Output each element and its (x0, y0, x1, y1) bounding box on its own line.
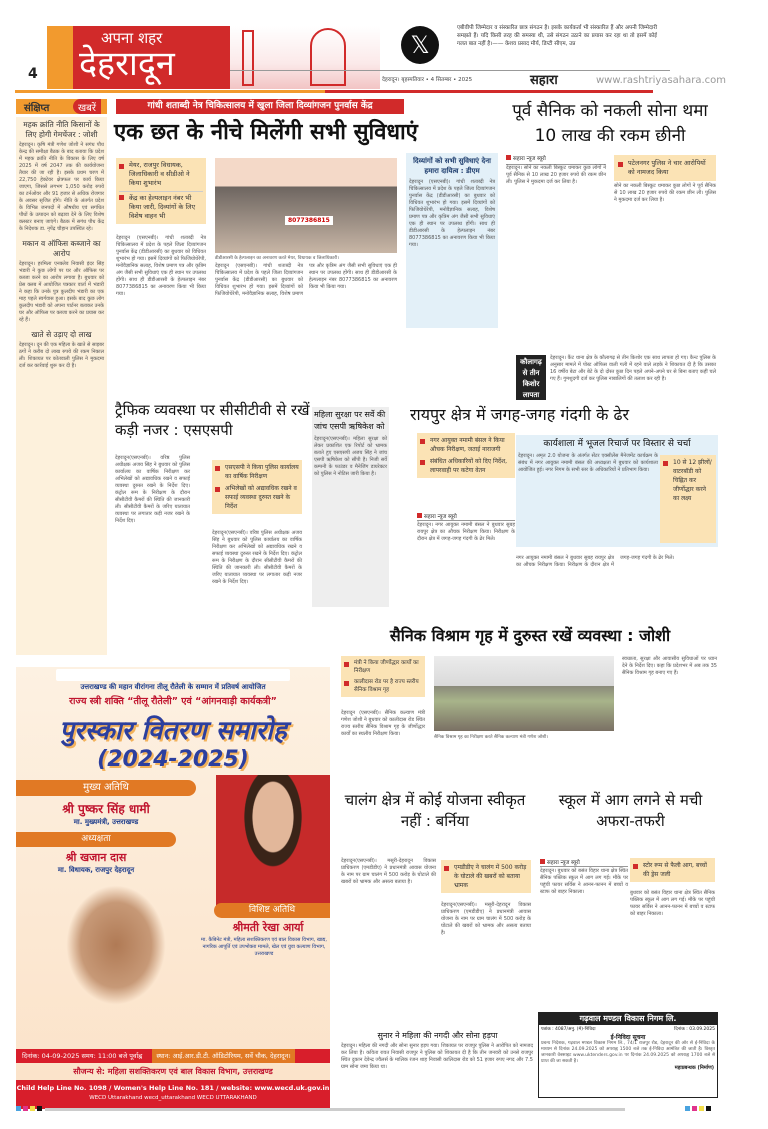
tender-sign: महाप्रबन्धक (निर्माण) (674, 1065, 714, 1071)
traffic-headline: ट्रैफिक व्यवस्था पर सीसीटीवी से रखें कड़ी नजर : एसएसपी (115, 401, 310, 439)
workshop-body-more: नगर आयुक्त नमामी बंसल ने बुधवार सुबह रायपुर क्षेत्र का औचक निरीक्षण किया। निरीक्षण के दौरान क्षेत्र में जगह-जगह गंदगी के ढेर मिले। (516, 555, 675, 568)
masthead-bottom-rule (15, 90, 325, 93)
dateline: देहरादून। बृहस्पतिवार • 4 सितम्बर • 2025 (382, 77, 473, 83)
women-safety-body: देहरादून(एसएनबी)। महिला सुरक्षा को लेकर प्रकाशित एक रिपोर्ट को भ्रामक बताते हुए एसएसपी अजय सिंह ने जांच एसपी ऋषिकेश को सौंपी है। निजी सर्वे कम्पनी के फाउंडर व मैनेजिंग डायरेक्टर को पुलिस ने नोटिस जारी किया है। (314, 436, 387, 477)
tender-title: ई-निविदा सूचना (610, 1034, 646, 1041)
award-advert (16, 667, 330, 1109)
sainik-photo (434, 656, 614, 731)
brief-item (19, 239, 104, 324)
briefs-header-b: खबरें (73, 99, 101, 114)
ad-helpline-bar (16, 1080, 330, 1109)
paper-logo: सहारा (530, 73, 558, 88)
briefs-header-a: संक्षिप्त (24, 103, 50, 114)
ad-title: पुरस्कार वितरण समारोह (59, 716, 287, 746)
fake-gold-body-2: सोने का नकली बिस्कुट थमाकर कुछ लोगों ने पूर्व सैनिक से 10 लाख 20 हजार रुपये की रकम छीन ली। पुलिस ने मुकदमा दर्ज कर लिया है। (614, 183, 716, 203)
briefs-column (16, 117, 107, 655)
lead-photo-caption: डीडीआरसी के हेल्पलाइन का अनावरण करते मेयर, विधायक व जिलाधिकारी। (215, 256, 339, 261)
sainik-bullet: कालीदास रोड पर है राज्य स्तरीय सैनिक विश्राम गृह (344, 678, 422, 694)
masthead-orange-strip (47, 26, 73, 89)
lead-kicker: गांधी शताब्दी नेत्र चिकित्सालय में खुला जिला दिव्यांगजन पुनर्वास केंद्र (116, 99, 404, 114)
fake-gold-body: देहरादून। सोने का नकली बिस्कुट थमाकर कुछ लोगों ने पूर्व सैनिक से 10 लाख 20 हजार रुपये की रकम छीन ली। पुलिस ने मुकदमा दर्ज कर लिया है। (506, 165, 607, 185)
lead-body-cols: देहरादून (एसएनबी)। गांधी शताब्दी नेत्र चिकित्सालय में प्रदेश के पहले जिला दिव्यांगजन पुनर्वास केंद्र (डीडीआरसी) का बुधवार को विधिवत शुभारंभ हो गया। इसमें दिव्यांगों को फिजियोथेरेपी, मनोवैज्ञानिक सलाह, विशेष प्रमाण पत्र और कृत्रिम अंग जैसी सभी सुविधाएं एक ही स्थान पर उपलब्ध होंगी। साथ ही डीडीआरसी के हेल्पलाइन नंबर 8077386815 का अनावरण किया भी किया गया। (215, 263, 397, 297)
sainik-bullets (341, 656, 425, 697)
workshop-body: देहरादून। अमृत 2.0 योजना के अंतर्गत सेंटर एक्सीलेंस मैनेजमेंट कार्यक्रम के संबंध में नगर आयुक्त नमामी बंसल की अध्यक्षता में बुधवार को कार्यशाला आयोजित हुई। नगर निगम के सभी स्तर के अधिकारियों ने प्रतिभाग किया। (518, 453, 658, 473)
theft-body: देहरादून। महिला की नगदी और सोना सुनार हड़प गया। शिकायत पर राजपुर पुलिस ने आरोपित को नामजद कर लिया है। कविता रावत निवासी राजपुर ने पुलिस को शिकायत दी है कि तीन जनवरी को उनसे राजपुर स्थित दुकान देवेन्द्र ज्वैलर्स के मालिक रंजन शाह निवासी कालिदास रोड को 51 हजार रुपए नगद और 7.5 ग्राम सोना जमा किया था। (341, 1043, 533, 1070)
school-headline: स्कूल में आग लगने से मची अफरा-तफरी (558, 791, 703, 830)
masthead-bottom-rule-red (325, 90, 653, 93)
brief-title: खाते से उड़ाए दो लाख (31, 330, 92, 339)
masthead-logo (73, 26, 230, 89)
tender-date: दिनांक : 03.09.2025 (674, 1027, 715, 1032)
chalang-callout-text: एमडीडीए ने चालंग में 500 करोड़ के घोटाले की खबरों को बताया भ्रामक (444, 863, 528, 890)
missing-label: कौलागढ़ से तीन किशोर लापता (516, 355, 546, 400)
masthead-rule (230, 70, 670, 71)
school-callout-text: स्टोर रूम से फैली आग, बच्चों की ड्रेस जली (633, 861, 712, 879)
missing-body: देहरादून। कैंट थाना क्षेत्र के कौलागढ़ से तीन किशोर एक साथ लापता हो गए। कैन्ट पुलिस के अनुसार मामले में पोस्ट ऑफिस वाली गली में रहने वाले लड़के ने शिकायत दी है कि उसका 16 वर्षीय बेटा और बेटे के दो दोस्त कुछ दिन पहले अपने-अपने घर से बिना बताए कहीं चले गए हैं। गुमशुदगी दर्ज कर पुलिस नाबालिगों की तलाश कर रही है। (550, 355, 716, 382)
chalang-body-2: देहरादून(एसएनबी)। मसूरी-देहरादून विकास प्राधिकरण (एमडीडीए) ने प्रधानमंत्री आवास योजना के नाम पर ग्राम चालंग में 500 करोड़ के घोटाले की खबरों को भ्रामक और असत्य बताया है। (441, 902, 531, 936)
school-byline: सहारा न्यूज ब्यूरो (540, 858, 628, 867)
school-body-2: बुधवार को बसंत विहार थाना क्षेत्र स्थित सैनिक पब्लिक स्कूल में आग लग गई। मौके पर पहुंची फायर सर्विस ने आनन-फानन में बच्चों व स्टाफ को बाहर निकाला। (630, 890, 715, 917)
fake-gold-callout-text: पटेलनगर पुलिस ने चार आरोपियों को नामजद किया (618, 159, 712, 177)
masthead-city: देहरादून (79, 44, 175, 84)
ad-subtitle: राज्य स्त्री शक्ति “तीलू रौतेली” एवं “आंगनवाड़ी कार्यकत्री” (69, 696, 277, 707)
raipur-body: देहरादून। नगर आयुक्त नमामी बंसल ने बुधवार सुबह रायपुर क्षेत्र का औचक निरीक्षण किया। निरीक्षण के दौरान क्षेत्र में जगह-जगह गंदगी के ढेर मिले। (417, 522, 515, 542)
chief-guest-role: मा. मुख्यमंत्री, उत्तराखण्ड (73, 818, 139, 826)
ad-courtesy: सौजन्य से: महिला सशक्तिकरण एवं बाल विकास विभाग, उत्तराखण्ड (73, 1067, 273, 1076)
registration-marks (16, 1106, 42, 1111)
raipur-bullet: नगर आयुक्त नमामी बंसल ने किया औचक निरीक्षण, जताई नाराजगी (420, 436, 512, 454)
tender-org: गढ़वाल मण्डल विकास निगम लि. (539, 1013, 717, 1025)
brief-title: मकान व ऑफिस कब्जाने का आरोप (22, 239, 101, 258)
lead-sidebar-body: देहरादून (एसएनबी)। गांधी शताब्दी नेत्र चिकित्सालय में प्रदेश के पहले जिला दिव्यांगजन पुनर्वास केंद्र (डीडीआरसी) का बुधवार को विधिवत शुभारंभ हो गया। इसमें दिव्यांगों को फिजियोथेरेपी, मनोवैज्ञानिक सलाह, विशेष प्रमाण पत्र और कृत्रिम अंग जैसी सभी सुविधाएं एक ही स्थान पर उपलब्ध होंगी। साथ ही डीडीआरसी के हेल्पलाइन नंबर 8077386815 का अनावरण किया भी किया गया। (409, 179, 495, 248)
raipur-headline: रायपुर क्षेत्र में जगह-जगह गंदगी के ढेर (410, 405, 630, 424)
traffic-bullets (212, 460, 302, 514)
website-link[interactable]: www.rashtriyasahara.com (596, 75, 727, 86)
special-guest-label: विशिष्ट अतिथि (214, 903, 330, 918)
special-guest-name: श्रीमती रेखा आर्या (232, 921, 304, 934)
sainik-headline: सैनिक विश्राम गृह में दुरुस्त रखें व्यवस्था : जोशी (389, 626, 671, 645)
masthead-tagline: अपना शहर (101, 29, 163, 47)
tender-ref: पत्रांक : 4087/अनु. (मे)-निविदा (541, 1027, 596, 1032)
fake-gold-headline: पूर्व सैनिक को नकली सोना थमा 10 लाख की रकम छीनी (512, 101, 708, 146)
traffic-bullet: अभिलेखों को अद्यावधिक रखने व सफाई व्यवस्था दुरुस्त रखने के निर्देश (215, 484, 299, 511)
lead-sidebar (406, 153, 498, 328)
brief-body: देहरादून। हरमिला एनक्लेव निवासी इंदर सिंह भंडारी ने कुछ लोगों पर घर और ऑफिस पर कब्जा करने का आरोप लगाया है। बुधवार को प्रेस क्लब में आयोजित पत्रकार वार्ता में भंडारी ने कहा कि उनके पुत्र कुलदीप भंडारी का एक माह पहले स्वर्गवास हुआ। इसके बाद कुछ लोग कुलदीप भंडारी को अपना पार्टनर बताकर उनके घर और ऑफिस पर कब्जा करने का प्रयास कर रहे हैं। (19, 261, 104, 323)
women-safety-headline: महिला सुरक्षा पर सर्वे की जांच एसपी ऋषिकेश को (314, 410, 386, 431)
lead-headline: एक छत के नीचे मिलेंगी सभी सुविधाएं (114, 120, 418, 145)
raipur-byline: सहारा न्यूज ब्यूरो (417, 512, 515, 521)
school-body: देहरादून। बुधवार को बसंत विहार थाना क्षेत्र स्थित सैनिक पब्लिक स्कूल में आग लग गई। मौके पर पहुंची फायर सर्विस ने आनन-फानन में बच्चों व स्टाफ को बाहर निकाला। (540, 868, 628, 895)
raipur-bullets (417, 433, 515, 478)
chalang-body: देहरादून(एसएनबी)। मसूरी-देहरादून विकास प्राधिकरण (एमडीडीए) ने प्रधानमंत्री आवास योजना के नाम पर ग्राम चालंग में 500 करोड़ के घोटाले की खबरों को भ्रामक और असत्य बताया है। (341, 858, 436, 885)
ad-date-bar (16, 1049, 330, 1063)
special-guest-photo (216, 775, 330, 915)
school-callout (630, 858, 715, 882)
lead-bullets (116, 158, 206, 224)
ad-venue: स्थान: आई.आर.डी.टी. ऑडिटोरियम, सर्वे चौक, देहरादून। (152, 1049, 294, 1063)
ad-years: (2024-2025) (97, 747, 249, 772)
theft-headline: सुनार ने महिला की नगदी और सोना हड़पा (377, 1031, 498, 1040)
briefs-header (16, 99, 107, 114)
chief-guest-label: मुख्य अतिथि (16, 780, 196, 796)
tender-notice (538, 1012, 718, 1098)
tender-body: प्रबन्ध निदेशक, गढ़वाल मण्डल विकास निगम लि., 74/1 राजपुर रोड, देहरादून की ओर से ई-निविदा के माध्यम से दिनांक 24.09.2025 को अपराह्न 1500 बजे तक ई-निविदा आमंत्रित की जाती है। विस्तृत जानकारी वेबसाइट www.uktenders.gov.in पर दिनांक 24.09.2025 को अपराह्न 1700 बजे से प्राप्त की जा सकती है। (541, 1041, 715, 1064)
special-guest-role: मा. कैबिनेट मंत्री, महिला सशक्तिकरण एवं बाल विकास विभाग, खाद्य, नागरिक आपूर्ति एवं उपभोक्ता मामले, खेल एवं युवा कल्याण विभाग, उत्तराखण्ड (201, 937, 327, 957)
x-logo-icon: 𝕏 (401, 26, 439, 64)
workshop-callout-text: 10 से 12 झीलों/ वाटरबॉडी को चिह्नित कर जीर्णोद्धार करने का लक्ष्य (663, 458, 713, 503)
lead-bullet: मेयर, राजपुर विधायक, जिलाधिकारी व सीडीओ ने किया शुभारंभ (119, 161, 203, 188)
chair-label: अध्यक्षता (16, 832, 176, 847)
brief-title: महक क्रांति नीति किसानों के लिए होगी गेमचेंजर : जोशी (23, 120, 100, 139)
sainik-photo-caption: सैनिक विश्राम गृह का निरीक्षण करते सैनिक कल्याण मंत्री गणेश जोशी। (434, 735, 549, 740)
sainik-bullet: मंत्री ने किया जीर्णोद्धार कार्यों का निरीक्षण (344, 659, 422, 675)
sainik-body-2: स्वच्छता, सुरक्षा और आवासीय सुविधाओं पर ध्यान देने के निर्देश दिए। कहा कि प्रदेशभर में अब तक 35 सैनिक विश्राम गृह बनाए गए हैं। (622, 656, 717, 676)
registration-marks-right (685, 1106, 711, 1111)
brief-body: देहरादून। दून की एक महिला के खाते से साइबर ठगों ने करीब दो लाख रुपये की रकम निकाल ली। शिकायत पर कोतवाली पुलिस ने मुकदमा दर्ज कर कार्रवाई शुरू कर दी है। (19, 342, 104, 369)
chief-guest-name: श्री पुष्कर सिंह धामी (62, 802, 150, 816)
sainik-body: देहरादून (एसएनबी)। सैनिक कल्याण मंत्री गणेश जोशी ने बुधवार को कालीदास रोड स्थित राज्य स्तरीय सैनिक विश्राम गृह के जीर्णोद्धार कार्यों का स्थलीय निरीक्षण किया। (341, 710, 425, 737)
lead-photo (215, 158, 397, 253)
workshop-headline: कार्यशाला में भूजल रिचार्ज पर विस्तार से चर्चा (543, 439, 691, 449)
tilu-rauteli-statue-image (66, 885, 166, 1005)
traffic-bullet: एसएसपी ने किया पुलिस कार्यालय का वार्षिक निरीक्षण (215, 463, 299, 481)
workshop-callout (660, 455, 716, 543)
chalang-headline: चालंग क्षेत्र में कोई योजना स्वीकृत नहीं : बर्निया (344, 791, 526, 830)
ad-date: दिनांक: 04-09-2025 समय: 11:00 बजे पूर्वाह्न (22, 1052, 143, 1060)
chair-role: मा. विधायक, राजपुर देहरादून (57, 866, 135, 874)
brief-body: देहरादून। कृषि मंत्री गणेश जोशी ने सगंध पौध केन्द्र की समीक्षा बैठक के बाद बताया कि प्रदेश में महक क्रांति नीति के विकास के लिए वर्ष 2025 में वर्ष 2047 तक की कार्ययोजना तैयार की जा रही है। इसके प्रथम चरण में 22,750 हेक्टेयर क्षेत्रफल पर कार्य किया जाएगा, जिससे लगभग 1,050 करोड़ रुपये का टर्नओवर और 91 हजार से अधिक रोजगार के अवसर सृजित होंगे। नीति के अंतर्गत प्रदेश के विभिन्न जनपदों में औषधीय एवं सगंधित पौधों के उत्पादन को बढ़ावा देने के लिए विशेष क्लस्टर बनाए जाएंगे। बैठक में सगंध पौध केंद्र के निदेशक डा. नृपेंद्र चौहान उपस्थित रहे। (19, 142, 104, 232)
workshop-box (516, 435, 718, 547)
ad-logos-row (56, 669, 290, 681)
masthead-skyline-illustration (230, 26, 380, 89)
chair-name: श्री खजान दास (65, 851, 127, 864)
traffic-body: देहरादून(एसएनबी)। वरिष्ठ पुलिस अधीक्षक अजय सिंह ने बुधवार को पुलिस कार्यालय का वार्षिक निरीक्षण कर अभिलेखों को अद्यावधिक रखने व सफाई व्यवस्था दुरुस्त रखने के निर्देश दिए। कंट्रोल रूम के निरीक्षण के दौरान सीसीटीवी कैमरों की स्थिति की जानकारी ली। सीसीटीवी कैमरों के जरिए यातायात व्यवस्था पर लगातार कड़ी नजर रखने के निर्देश दिए। (115, 455, 190, 524)
traffic-body-2: देहरादून(एसएनबी)। वरिष्ठ पुलिस अधीक्षक अजय सिंह ने बुधवार को पुलिस कार्यालय का वार्षिक निरीक्षण कर अभिलेखों को अद्यावधिक रखने व सफाई व्यवस्था दुरुस्त रखने के निर्देश दिए। कंट्रोल रूम के निरीक्षण के दौरान सीसीटीवी कैमरों की स्थिति की जानकारी ली। सीसीटीवी कैमरों के जरिए यातायात व्यवस्था पर लगातार कड़ी नजर रखने के निर्देश दिए। (212, 530, 302, 585)
brief-item (19, 120, 104, 233)
ad-intro: उत्तराखण्ड की महान वीरांगना तीलू रौतेली के सम्मान में प्रतिवर्ष आयोजित (80, 683, 266, 691)
masthead-quote: एबीवीपी जिम्मेदार व संस्कारित छात्र संगठन है। इसके कार्यकर्ता भी संस्कारित हैं और अपनी जिम्मेदारी समझते हैं। यदि किसी तरह की समस्या थी, उसे संगठन उठाने का प्रयास कर रहा था तो इसमें कोई गलत बात नहीं है।—— केशव प्रसाद मौर्य, डिप्टी सीएम, उप्र (457, 25, 657, 47)
helpline-placard: 8077386815 (285, 216, 333, 225)
fake-gold-byline: सहारा न्यूज ब्यूरो (506, 154, 606, 165)
footer-rule (45, 1108, 625, 1111)
lead-bullet: केंद्र का हेल्पलाइन नंबर भी किया जारी, दिव्यांगों के लिए विशेष वाहन भी (119, 191, 203, 221)
ad-social: WECD Uttarakhand wecd_uttarakhand WECD UTTARAKHAND (89, 1095, 257, 1101)
page-number: 4 (28, 66, 38, 82)
chalang-callout (441, 860, 531, 893)
fake-gold-callout (614, 155, 716, 181)
raipur-bullet: संबंधित अधिकारियों को दिए निर्देश, लापरवाही पर कटेगा वेतन (420, 457, 512, 475)
ad-helpline[interactable]: Child Help Line No. 1098 / Women's Help Line No. 181 / website: www.wecd.uk.gov.in (16, 1084, 330, 1092)
lead-body: देहरादून (एसएनबी)। गांधी शताब्दी नेत्र चिकित्सालय में प्रदेश के पहले जिला दिव्यांगजन पुनर्वास केंद्र (डीडीआरसी) का बुधवार को विधिवत शुभारंभ हो गया। इसमें दिव्यांगों को फिजियोथेरेपी, मनोवैज्ञानिक सलाह, विशेष प्रमाण पत्र और कृत्रिम अंग जैसी सभी सुविधाएं एक ही स्थान पर उपलब्ध होंगी। साथ ही डीडीआरसी के हेल्पलाइन नंबर 8077386815 का अनावरण किया भी किया गया। (116, 235, 206, 297)
women-safety-box (312, 407, 389, 607)
brief-item (19, 330, 104, 370)
lead-sidebar-title: दिव्यांगों को सभी सुविधाएं देना हमारा दायित्व : डीएम (413, 157, 491, 175)
